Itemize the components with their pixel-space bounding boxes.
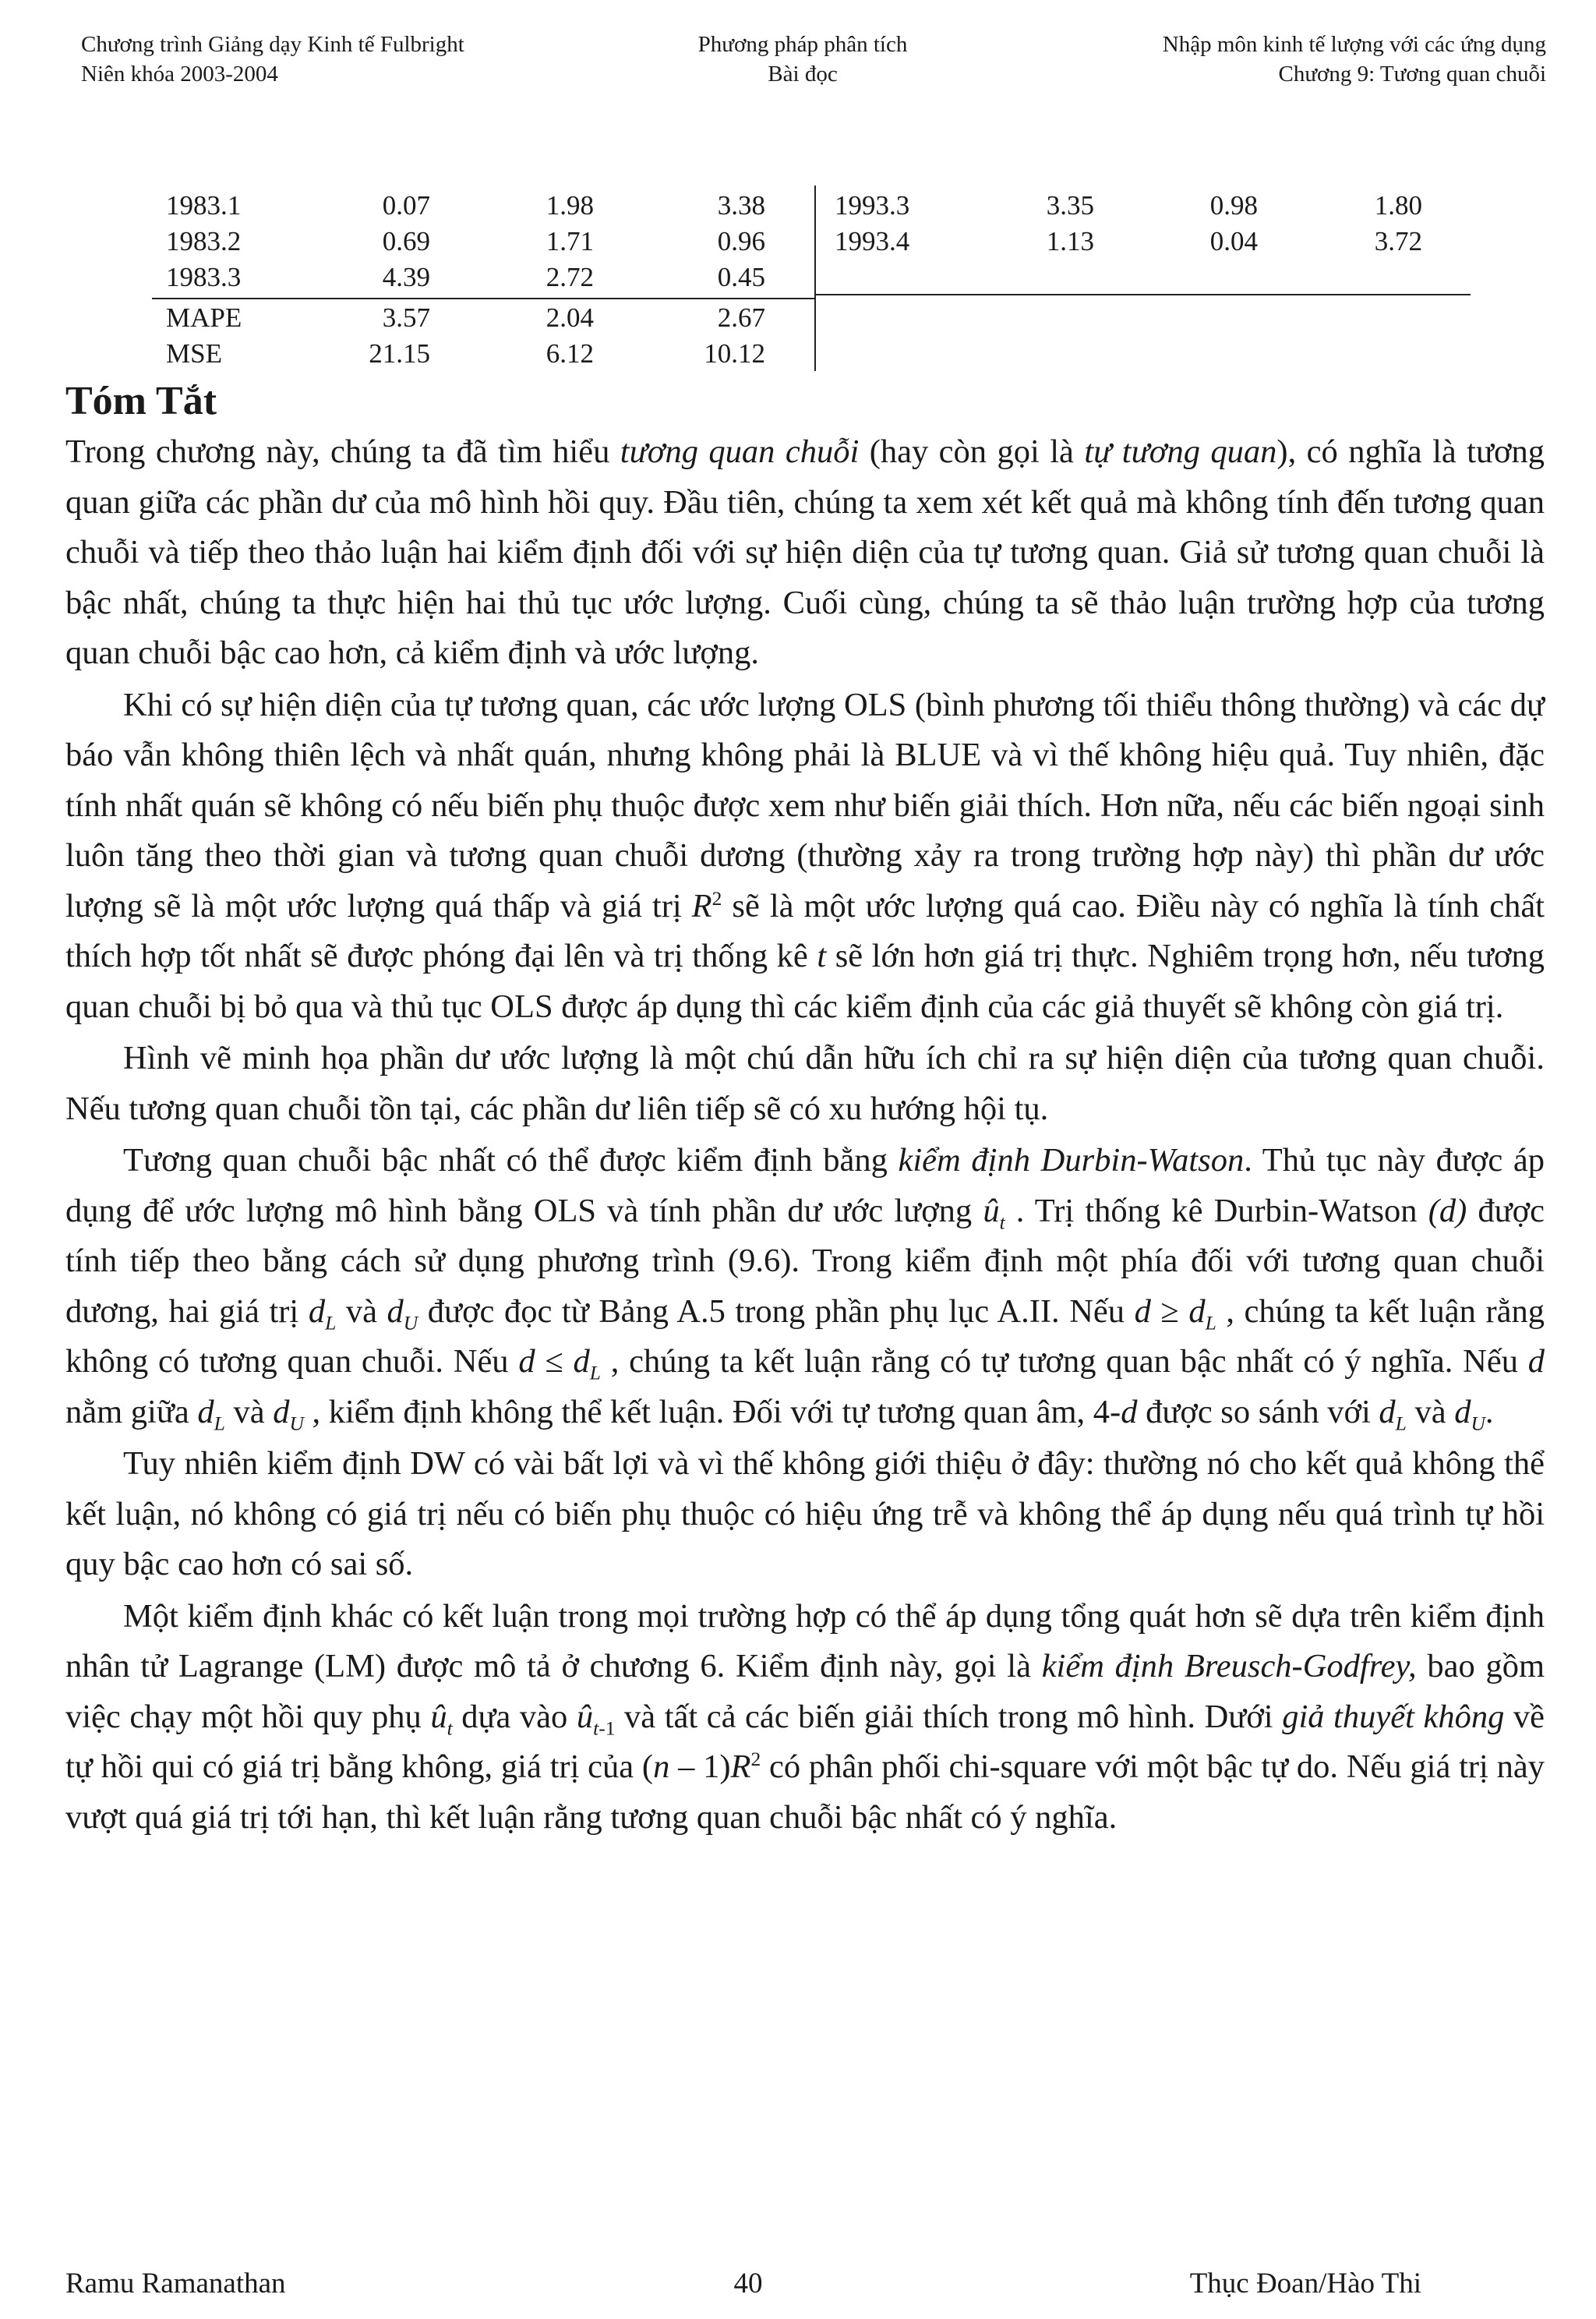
table-cell: MAPE xyxy=(166,302,242,333)
table-cell: 1993.4 xyxy=(835,226,910,256)
table-cell: 1983.1 xyxy=(166,190,242,221)
table-right-rule xyxy=(814,294,1471,295)
table-cell: 3.38 xyxy=(717,190,765,221)
academic-year: Niên khóa 2003-2004 xyxy=(81,62,278,87)
table-vertical-divider xyxy=(814,186,816,371)
table-cell: 1.98 xyxy=(546,190,594,221)
header-right xyxy=(1163,30,1546,89)
table-cell: 0.98 xyxy=(1209,190,1258,221)
table-cell: 4.39 xyxy=(382,262,430,292)
doc-type: Bài đọc xyxy=(768,62,838,87)
paragraph: Hình vẽ minh họa phần dư ước lượng là một chú dẫn hữu ích chỉ ra sự hiện diện của tương quan chuỗi. Nếu tương quan chuỗi tồn tại, các phần dư liên tiếp sẽ có xu hướng hội tụ. xyxy=(65,1040,1545,1127)
book-title: Nhập môn kinh tế lượng với các ứng dụng xyxy=(1162,32,1546,57)
table-cell: 0.96 xyxy=(717,226,765,256)
table-cell: 6.12 xyxy=(546,338,594,369)
table-cell: 1983.2 xyxy=(166,226,242,256)
header-center xyxy=(592,30,1013,89)
table-cell: 0.45 xyxy=(717,262,765,292)
table-cell: MSE xyxy=(166,338,222,369)
table-cell: 2.72 xyxy=(546,262,594,292)
summary-body xyxy=(65,427,1545,1844)
paragraph: Tương quan chuỗi bậc nhất có thể được kiểm định bằng kiểm định Durbin-Watson. Thủ tục này được áp dụng để ước lượng mô hình bằng OLS và tính phần dư ước lượng $û_t$ . Trị thống kê Durbin-Watson (d) được tính tiếp theo bằng cách sử dụng phương trình (9.6). Trong kiểm định một phía đối với tương quan chuỗi dương, hai giá trị $d_L$ và $d_U$ được đọc từ Bảng A.5 trong phần phụ lục A.II. Nếu $d \ge d_L$ , chúng ta kết luận rằng không có tương quan chuỗi. Nếu $d \le d_L$ , chúng ta kết luận rằng có tự tương quan bậc nhất có ý nghĩa. Nếu d nằm giữa $d_L$ và $d_U$ , kiểm định không thể kết luận. Đối với tự tương quan âm, 4-d được so sánh với $d_L$ và $d_U$. xyxy=(65,1142,1545,1434)
header-left xyxy=(81,30,464,89)
chapter-title: Chương 9: Tương quan chuỗi xyxy=(1278,62,1546,87)
table-cell: 21.15 xyxy=(369,338,430,369)
page-number: 40 xyxy=(733,2268,763,2300)
table-cell: 1.71 xyxy=(546,226,594,256)
paragraph: Trong chương này, chúng ta đã tìm hiểu tương quan chuỗi (hay còn gọi là tự tương quan), có nghĩa là tương quan giữa các phần dư của mô hình hồi quy. Đầu tiên, chúng ta xem xét kết quả mà không tính đến tương quan chuỗi và tiếp theo thảo luận hai kiểm định đối với sự hiện diện của tự tương quan. Giả sử tương quan chuỗi là bậc nhất, chúng ta thực hiện hai thủ tục ước lượng. Cuối cùng, chúng ta sẽ thảo luận trường hợp của tương quan chuỗi bậc cao hơn, cả kiểm định và ước lượng. xyxy=(65,433,1545,671)
table-cell: 0.69 xyxy=(382,226,430,256)
table-cell: 3.72 xyxy=(1374,226,1422,256)
footer-translators: Thục Đoan/Hào Thi xyxy=(1189,2268,1421,2300)
footer-author: Ramu Ramanathan xyxy=(65,2268,286,2300)
program-name: Chương trình Giảng dạy Kinh tế Fulbright xyxy=(81,32,464,57)
table-cell: 10.12 xyxy=(704,338,765,369)
table-cell: 3.35 xyxy=(1046,190,1094,221)
paragraph: Khi có sự hiện diện của tự tương quan, các ước lượng OLS (bình phương tối thiểu thông thường) và các dự báo vẫn không thiên lệch và nhất quán, nhưng không phải là BLUE và vì thế không hiệu quả. Tuy nhiên, đặc tính nhất quán sẽ không có nếu biến phụ thuộc được xem như biến giải thích. Hơn nữa, nếu các biến ngoại sinh luôn tăng theo thời gian và tương quan chuỗi dương (thường xảy ra trong trường hợp này) thì phần dư ước lượng sẽ là một ước lượng quá thấp và giá trị $R^2$ sẽ là một ước lượng quá cao. Điều này có nghĩa là tính chất thích hợp tốt nhất sẽ được phóng đại lên và trị thống kê t sẽ lớn hơn giá trị thực. Nghiêm trọng hơn, nếu tương quan chuỗi bị bỏ qua và thủ tục OLS được áp dụng thì các kiểm định của các giả thuyết sẽ không còn giá trị. xyxy=(65,686,1545,1025)
paragraph: Tuy nhiên kiểm định DW có vài bất lợi và vì thế không giới thiệu ở đây: thường nó cho kết quả không thể kết luận, nó không có giá trị nếu có biến phụ thuộc có hiệu ứng trễ và không thể áp dụng nếu quá trình tự hồi quy bậc cao hơn có sai số. xyxy=(65,1445,1545,1582)
course-name: Phương pháp phân tích xyxy=(697,32,908,57)
table-cell: 2.04 xyxy=(546,302,594,333)
section-title: Tóm Tắt xyxy=(65,379,217,423)
table-cell: 1.80 xyxy=(1374,190,1422,221)
table-cell: 1.13 xyxy=(1046,226,1094,256)
table-cell: 0.04 xyxy=(1209,226,1258,256)
table-cell: 2.67 xyxy=(717,302,765,333)
table-cell: 1993.3 xyxy=(835,190,910,221)
paragraph: Một kiểm định khác có kết luận trong mọi trường hợp có thể áp dụng tổng quát hơn sẽ dựa trên kiểm định nhân tử Lagrange (LM) được mô tả ở chương 6. Kiểm định này, gọi là kiểm định Breusch-Godfrey, bao gồm việc chạy một hồi quy phụ $û_t$ dựa vào $û_{t-1}$ và tất cả các biến giải thích trong mô hình. Dưới giả thuyết không về tự hồi qui có giá trị bằng không, giá trị của $(n - 1)R^2$ có phân phối chi-square với một bậc tự do. Nếu giá trị này vượt quá giá trị tới hạn, thì kết luận rằng tương quan chuỗi bậc nhất có ý nghĩa. xyxy=(65,1597,1545,1836)
table-cell: 3.57 xyxy=(382,302,430,333)
table-cell: 0.07 xyxy=(382,190,430,221)
table-cell: 1983.3 xyxy=(166,262,242,292)
